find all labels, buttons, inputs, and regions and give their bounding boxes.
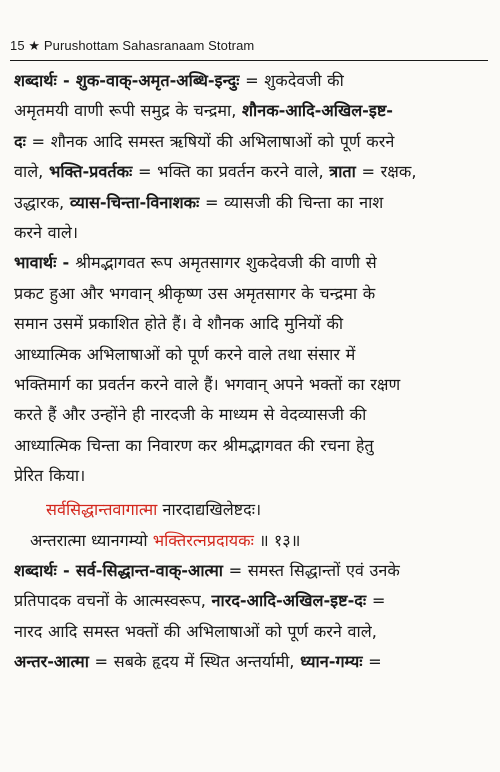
line: उद्धारक, व्यास-चिन्ता-विनाशकः = व्यासजी की चिन्ता का नाश	[14, 192, 384, 212]
meaning-paragraph	[14, 248, 488, 491]
line: शब्दार्थः - शुक-वाक्-अमृत-अब्धि-इन्दुः = शुकदेवजी की	[14, 71, 344, 90]
line: नारद आदि समस्त भक्तों की अभिलाषाओं को पूर्ण करने वाले,	[14, 621, 377, 641]
line: प्रतिपादक वचनों के आत्मस्वरूप, नारद-आदि-अखिल-इष्ट-दः =	[14, 591, 386, 611]
page-body	[14, 66, 488, 677]
line: अन्तर-आत्मा = सबके हृदय में स्थित अन्तर्यामी, ध्यान-गम्यः =	[14, 651, 382, 671]
verse-line-2: अन्तरात्मा ध्यानगम्यो भक्तिरत्नप्रदायकः ॥ १३॥	[30, 530, 301, 550]
line: करते हैं और उन्होंने ही नारदजी के माध्यम से वेदव्यासजी की	[14, 405, 367, 425]
book-title: Purushottam Sahasranaam Stotram	[43, 38, 255, 53]
word-meaning-1	[14, 66, 488, 248]
line: भक्तिमार्ग का प्रवर्तन करने वाले हैं। भगवान् अपने भक्तों का रक्षण	[14, 375, 401, 395]
page-number: 15	[10, 38, 25, 53]
star-icon: ★	[28, 38, 41, 53]
line: समान उसमें प्रकाशित होते हैं। वे शौनक आदि मुनियों की	[14, 314, 344, 334]
header-rule	[10, 60, 488, 61]
line: वाले, भक्ति-प्रवर्तकः = भक्ति का प्रवर्तन करने वाले, त्राता = रक्षक,	[14, 162, 417, 182]
line: करने वाले।	[14, 223, 78, 243]
line: आध्यात्मिक अभिलाषाओं को पूर्ण करने वाले तथा संसार में	[14, 344, 356, 364]
line: प्रकट हुआ और भगवान् श्रीकृष्ण उस अमृतसागर के चन्द्रमा के	[14, 283, 376, 303]
line: अमृतमयी वाणी रूपी समुद्र के चन्द्रमा, शौनक-आदि-अखिल-इष्ट-	[14, 101, 394, 121]
page-header	[10, 38, 254, 54]
verse	[14, 494, 488, 556]
word-meaning-2	[14, 556, 488, 678]
line: शब्दार्थः - सर्व-सिद्धान्त-वाक्-आत्मा = समस्त सिद्धान्तों एवं उनके	[14, 560, 400, 580]
verse-line-1: सर्वसिद्धान्तवागात्मा नारदाद्यखिलेष्टदः।	[46, 499, 262, 519]
line: दः = शौनक आदि समस्त ऋषियों की अभिलाषाओं को पूर्ण करने	[14, 131, 395, 151]
line: भावार्थः - श्रीमद्भागवत रूप अमृतसागर शुकदेवजी की वाणी से	[14, 253, 377, 273]
verse-number: ॥ १३॥	[259, 530, 301, 550]
line: आध्यात्मिक चिन्ता का निवारण कर श्रीमद्भागवत की रचना हेतु	[14, 435, 374, 455]
line: प्रेरित किया।	[14, 466, 86, 486]
